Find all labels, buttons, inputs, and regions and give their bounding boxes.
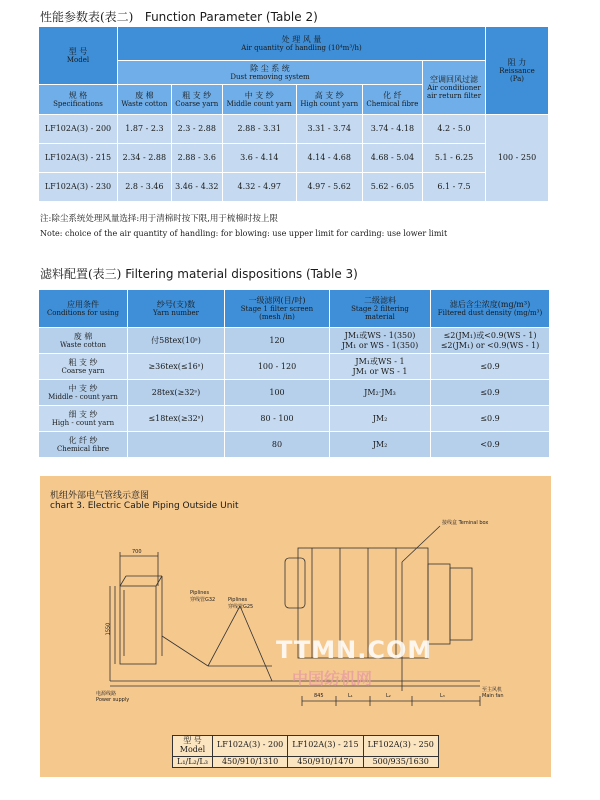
stage2-cell: JM₂	[330, 432, 431, 458]
aircon-en2: air return filter	[426, 92, 482, 101]
stage2-a: JM₁或WS - 1	[355, 357, 405, 367]
yarn-cell: ≤18tex(≥32ˢ)	[128, 406, 225, 432]
main-fan-en: Main fan	[482, 693, 504, 699]
yarn-header	[128, 290, 225, 328]
col-chem-cn: 化 纤	[383, 90, 402, 100]
model-250: LF102A(3) - 250	[363, 736, 438, 757]
terminal-box: 接线盒 Teminal box	[442, 520, 489, 526]
row-spec: LF102A(3) - 200	[39, 115, 118, 144]
row-coarse: 3.46 - 4.32	[171, 173, 222, 202]
col-waste-header	[118, 85, 172, 115]
cond-cn: 废 棉	[73, 331, 93, 341]
value-200: 450/910/1310	[212, 756, 287, 768]
row-spec: LF102A(3) - 230	[39, 173, 118, 202]
row-high: 4.97 - 5.62	[296, 173, 362, 202]
col-middle-cn: 中 支 纱	[244, 90, 274, 100]
air-qty-en: Air quantity of handling (10⁴m³/h)	[241, 44, 362, 53]
chart-title-cn: 机组外部电气管线示意图	[50, 491, 150, 501]
dust-cell: ≤0.9	[431, 380, 550, 406]
dim-l2: L₂	[386, 693, 391, 699]
cond-cell	[39, 406, 128, 432]
dust-system-header	[118, 61, 423, 85]
col-chem-en: Chemical fibre	[366, 100, 419, 109]
note-en: Note: choice of the air quantity of handling: for blowing: use upper limit for carding: use lower limit	[40, 229, 448, 238]
col-high-en: High count yarn	[300, 100, 359, 109]
yarn-cn: 纱号(支)数	[156, 299, 196, 309]
table-row	[39, 354, 550, 380]
spec-header	[39, 85, 118, 115]
filtering-material-table	[38, 289, 550, 458]
dim-845: 845	[314, 693, 324, 699]
stage1-cell: 80 - 100	[225, 406, 330, 432]
stage1-cell: 100 - 120	[225, 354, 330, 380]
air-quantity-header	[118, 27, 486, 61]
yarn-en: Yarn number	[153, 309, 199, 318]
col-middle-en: Middle count yarn	[226, 100, 292, 109]
stage2-b: JM₁ or WS - 1	[352, 366, 408, 376]
power-supply	[96, 690, 129, 703]
dust-header	[431, 290, 550, 328]
row-spec: LF102A(3) - 215	[39, 144, 118, 173]
table-row	[39, 406, 550, 432]
yarn-cell: 28tex(≥32ˢ)	[128, 380, 225, 406]
table-row	[39, 432, 550, 458]
row-aircon: 5.1 - 6.25	[423, 144, 486, 173]
row-coarse: 2.3 - 2.88	[171, 115, 222, 144]
cable-piping-chart	[40, 476, 551, 777]
stage1-header	[225, 290, 330, 328]
dust-cell: ≤0.9	[431, 354, 550, 380]
stage2-cell: JM₂·JM₃	[330, 380, 431, 406]
row-waste: 2.8 - 3.46	[118, 173, 172, 202]
row-middle: 3.6 - 4.14	[222, 144, 296, 173]
table3-title-en: Filtering material dispositions (Table 3)	[125, 267, 358, 281]
stage1-cell: 80	[225, 432, 330, 458]
table2-title-en: Function Parameter (Table 2)	[144, 10, 318, 24]
col-middle-header	[222, 85, 296, 115]
cond-cell	[39, 380, 128, 406]
resistance-header	[486, 27, 549, 115]
piplines1	[190, 590, 215, 603]
stage2-cell: JM₂	[330, 406, 431, 432]
table-row	[39, 328, 550, 354]
outlet	[450, 568, 472, 640]
dim-700: 700	[132, 549, 142, 555]
stage2-en2: material	[365, 313, 395, 322]
aircon-en1: Air conditioner	[427, 84, 481, 93]
row-aircon: 6.1 - 7.5	[423, 173, 486, 202]
dust-cell: ≤0.9	[431, 406, 550, 432]
stage2-cell	[330, 354, 431, 380]
col-high-header	[296, 85, 362, 115]
cond-cn: 细 支 纱	[68, 409, 98, 419]
spec-en: Specifications	[53, 100, 103, 109]
cond-en: Coarse yarn	[61, 367, 105, 376]
model-215: LF102A(3) - 215	[288, 736, 363, 757]
cond-cell	[39, 328, 128, 354]
power-cn: 电源线路	[96, 691, 117, 697]
table3-title	[40, 265, 358, 282]
cond-cn: 粗 支 纱	[68, 357, 98, 367]
row-chem: 4.68 - 5.04	[362, 144, 422, 173]
cond-cn: 应用条件	[67, 299, 99, 309]
stage1-cell: 120	[225, 328, 330, 354]
row-waste: 1.87 - 2.3	[118, 115, 172, 144]
dust-sys-en: Dust removing system	[230, 73, 310, 82]
stage2-header	[330, 290, 431, 328]
table-row	[39, 115, 549, 144]
watermark-cn: 中国纺机网	[292, 669, 373, 688]
model-200: LF102A(3) - 200	[212, 736, 287, 757]
dust-cn: 滤后含尘浓度(mg/m³)	[449, 299, 531, 309]
model-label	[173, 736, 213, 757]
stage1-cell: 100	[225, 380, 330, 406]
col-high-cn: 高 支 纱	[314, 90, 344, 100]
col-coarse-en: Coarse yarn	[175, 100, 219, 109]
resistance-value: 100 - 250	[486, 115, 549, 202]
yarn-cell: 付58tex(10ˢ)	[128, 328, 225, 354]
fan-housing	[428, 564, 450, 644]
piplines1-cn: 穿线管G32	[190, 597, 216, 603]
cond-en: High - count yarn	[51, 419, 115, 428]
col-coarse-header	[171, 85, 222, 115]
value-250: 500/935/1630	[363, 756, 438, 768]
dim-l1: L₁	[348, 693, 353, 699]
dust-a: ≤2(JM₁)或<0.9(WS - 1)	[443, 331, 537, 341]
stage2-en1: Stage 2 filtering	[351, 305, 409, 314]
model-header	[39, 27, 118, 85]
row-middle: 4.32 - 4.97	[222, 173, 296, 202]
piplines1-en: Piplines	[190, 590, 210, 596]
cond-header	[39, 290, 128, 328]
motor-unit	[285, 558, 305, 608]
stage2-cn: 二级滤料	[364, 295, 396, 305]
row-aircon: 4.2 - 5.0	[423, 115, 486, 144]
col-coarse-cn: 粗 支 纱	[182, 90, 212, 100]
dust-cell: <0.9	[431, 432, 550, 458]
dim-l3: L₃	[440, 693, 445, 699]
row-chem: 5.62 - 6.05	[362, 173, 422, 202]
stage1-en1: Stage 1 filter screen	[240, 305, 314, 314]
resist-cn: 阻 力	[507, 57, 527, 67]
main-fan-cn: 至主风机	[482, 687, 503, 693]
dim-1550: 1550	[105, 622, 112, 636]
row-waste: 2.34 - 2.88	[118, 144, 172, 173]
table3-title-cn: 滤料配置(表三)	[40, 267, 122, 281]
row-chem: 3.74 - 4.18	[362, 115, 422, 144]
cond-cell	[39, 354, 128, 380]
model-en: Model	[66, 56, 90, 65]
main-fan	[482, 686, 504, 699]
piplines2	[228, 597, 253, 610]
table2-title-cn: 性能参数表(表二)	[40, 10, 134, 24]
stage2-a: JM₁或WS - 1(350)	[344, 331, 416, 341]
aircon-header	[423, 61, 486, 115]
spec-cn: 规 格	[68, 90, 88, 100]
dust-b: ≤2(JM₁) or <0.9(WS - 1)	[440, 340, 540, 350]
resist-en: Reissance	[499, 67, 535, 76]
cond-cell	[39, 432, 128, 458]
row-high: 3.31 - 3.74	[296, 115, 362, 144]
row-middle: 2.88 - 3.31	[222, 115, 296, 144]
piplines2-en: Piplines	[228, 597, 248, 603]
dust-sys-cn: 除 尘 系 统	[250, 63, 290, 73]
table-row	[39, 380, 550, 406]
table-row	[39, 173, 549, 202]
col-waste-en: Waste cotton	[121, 100, 168, 109]
model-dimension-table	[172, 735, 439, 768]
yarn-cell	[128, 432, 225, 458]
stage2-cell	[330, 328, 431, 354]
stage1-cn: 一级滤网(目/吋)	[248, 295, 306, 305]
dust-cell	[431, 328, 550, 354]
control-cabinet	[120, 586, 156, 664]
stage1-en2: (mesh /in)	[259, 313, 295, 322]
function-parameter-table	[38, 26, 549, 202]
col-chem-header	[362, 85, 422, 115]
aircon-cn: 空调回风过滤	[430, 74, 478, 84]
note-cn: 注:除尘系统处理风量选择:用于清棉时按下限,用于梳棉时按上限	[40, 214, 278, 224]
cond-en: Conditions for using	[46, 309, 120, 318]
cond-cn: 化 纤 纱	[68, 435, 98, 445]
table2-title	[40, 8, 318, 25]
chart-title-en: chart 3. Electric Cable Piping Outside Unit	[50, 501, 239, 511]
table-row	[39, 144, 549, 173]
l-label: L₁/L₂/L₃	[173, 756, 213, 768]
cond-en: Chemical fibre	[56, 445, 110, 454]
value-215: 450/910/1470	[288, 756, 363, 768]
row-high: 4.14 - 4.68	[296, 144, 362, 173]
stage2-b: JM₁ or WS - 1(350)	[341, 340, 419, 350]
cond-cn: 中 支 纱	[68, 383, 98, 393]
model-cn: 型 号	[183, 736, 202, 745]
watermark-en: TTMN.COM	[276, 636, 433, 664]
resist-unit: (Pa)	[509, 75, 525, 84]
piplines2-cn: 穿线管G25	[228, 604, 254, 610]
dust-en: Filtered dust density (mg/m³)	[437, 309, 543, 318]
cond-en: Waste cotton	[59, 341, 107, 350]
col-waste-cn: 废 棉	[135, 90, 154, 100]
row-coarse: 2.88 - 3.6	[171, 144, 222, 173]
model-cn: 型 号	[68, 46, 88, 56]
cond-en: Middle - count yarn	[48, 393, 118, 402]
model-en: Model	[179, 744, 206, 754]
power-en: Power supply	[96, 697, 130, 703]
air-qty-cn: 处 理 风 量	[281, 34, 322, 44]
yarn-cell: ≥36tex(≤16ˢ)	[128, 354, 225, 380]
